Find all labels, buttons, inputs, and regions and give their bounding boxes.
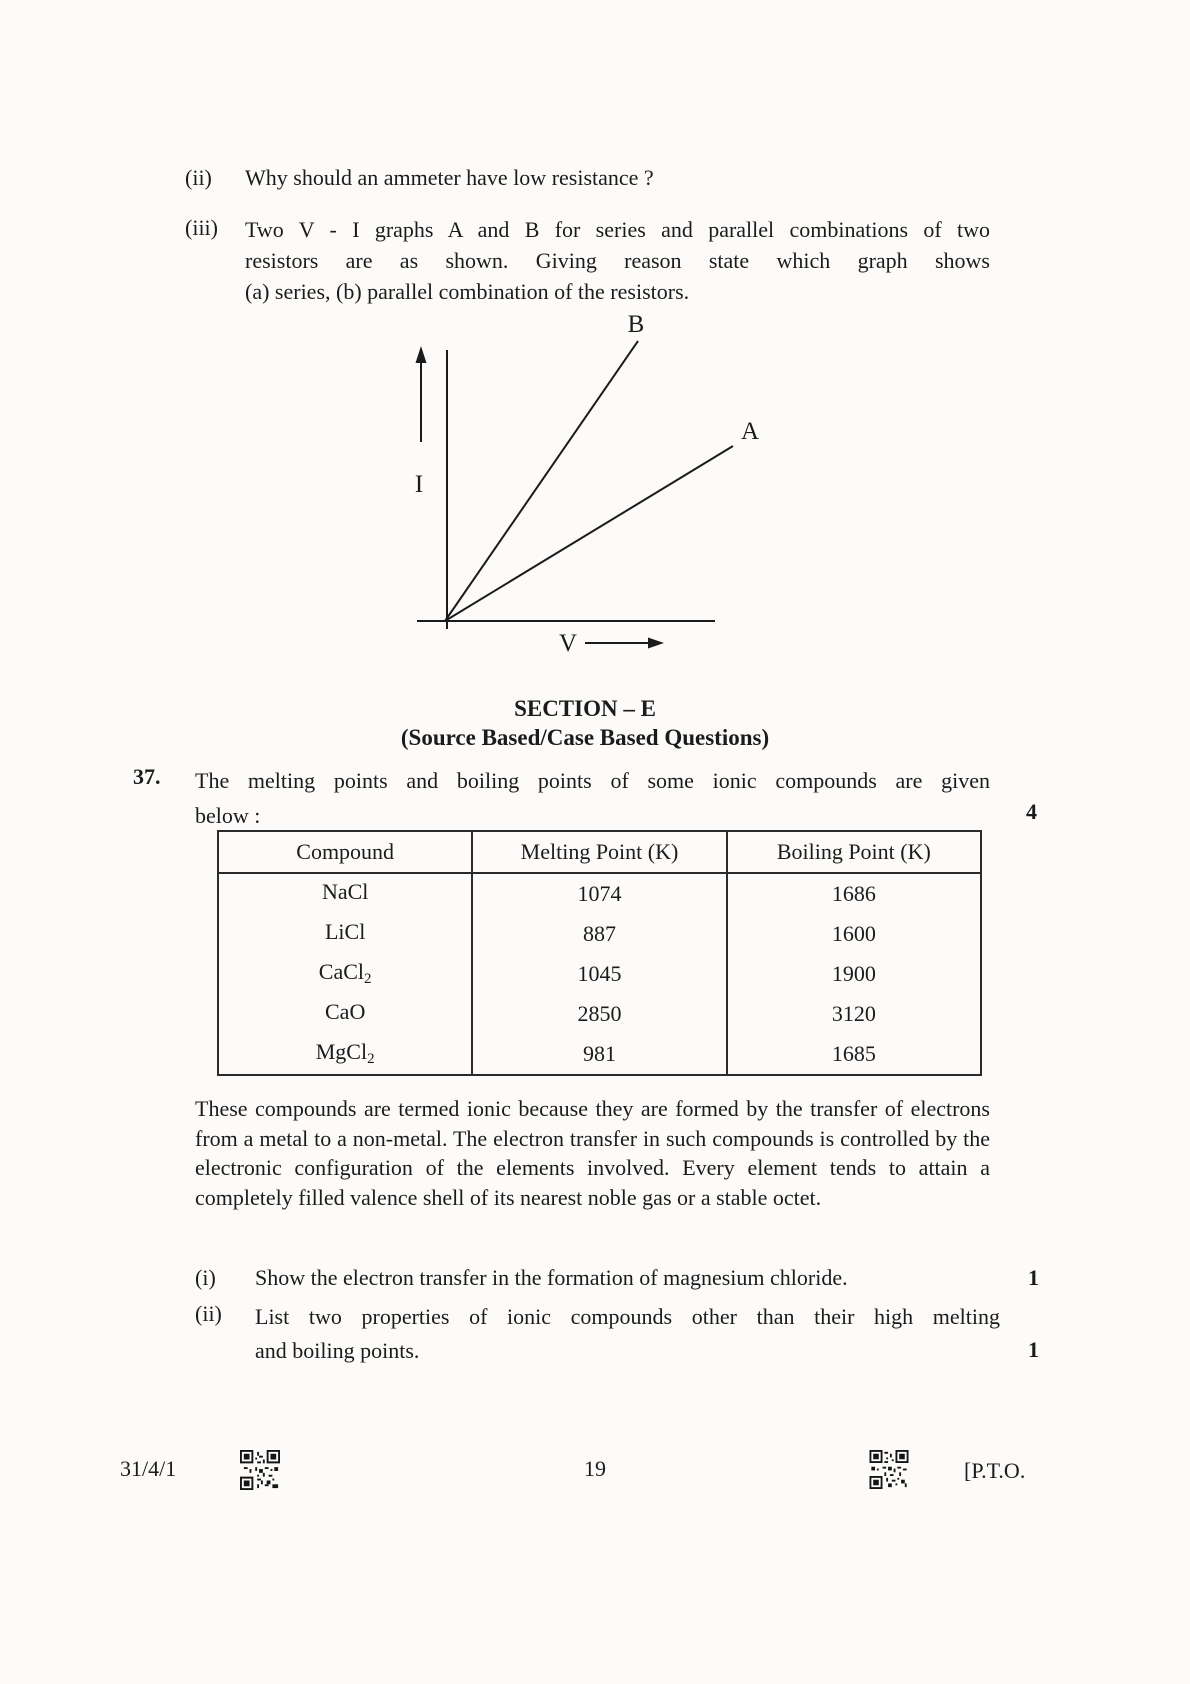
question-item-ii bbox=[185, 164, 990, 193]
line-a bbox=[445, 446, 733, 621]
boiling-cell: 1600 bbox=[727, 914, 981, 954]
compound-formula: MgCl bbox=[315, 1039, 368, 1065]
q37-intro-line-2: below : bbox=[195, 803, 261, 828]
sub-q-ii-line-1: List two properties of ionic compounds other than their high melting bbox=[255, 1304, 1000, 1329]
compounds-table bbox=[217, 830, 982, 1076]
compound-formula: CaCl bbox=[318, 959, 365, 985]
compound-subscript: 2 bbox=[364, 971, 372, 988]
col-header-melting: Melting Point (K) bbox=[472, 831, 726, 873]
q37-marks: 4 bbox=[1026, 799, 1037, 824]
line-b-label: B bbox=[627, 311, 645, 338]
item-iii-line-2: resistors are as shown. Giving reason state which graph shows bbox=[245, 248, 990, 273]
table-row bbox=[218, 914, 981, 954]
y-axis-label: I bbox=[414, 471, 424, 498]
table-row bbox=[218, 994, 981, 1034]
compounds-table-header bbox=[218, 831, 981, 873]
q37-intro-line-1: The melting points and boiling points of some ionic compounds are given bbox=[195, 768, 990, 793]
pto-label: [P.T.O. bbox=[964, 1458, 1026, 1483]
line-a-label: A bbox=[740, 418, 760, 445]
compound-cell bbox=[218, 873, 472, 914]
melting-cell: 1045 bbox=[472, 954, 726, 994]
question-37-number: 37. bbox=[133, 764, 161, 789]
section-subtitle: (Source Based/Case Based Questions) bbox=[400, 725, 770, 750]
line-b bbox=[445, 341, 638, 621]
boiling-cell: 3120 bbox=[727, 994, 981, 1034]
sub-question-ii bbox=[195, 1300, 1000, 1368]
item-ii-text: Why should an ammeter have low resistance ? bbox=[245, 165, 654, 190]
table-row bbox=[218, 873, 981, 914]
compound-cell bbox=[218, 1034, 472, 1075]
x-arrow-head-icon bbox=[648, 638, 664, 649]
boiling-cell: 1686 bbox=[727, 873, 981, 914]
sub-q-i-marks: 1 bbox=[1028, 1265, 1039, 1290]
section-title: SECTION – E bbox=[514, 696, 656, 721]
sub-q-i-text: Show the electron transfer in the formation of magnesium chloride. bbox=[255, 1265, 848, 1290]
compound-cell bbox=[218, 994, 472, 1034]
compound-cell bbox=[218, 954, 472, 994]
boiling-cell: 1685 bbox=[727, 1034, 981, 1075]
compound-cell bbox=[218, 914, 472, 954]
question-37-intro bbox=[195, 763, 990, 833]
compound-subscript: 2 bbox=[367, 1051, 375, 1068]
melting-cell: 981 bbox=[472, 1034, 726, 1075]
melting-cell: 887 bbox=[472, 914, 726, 954]
sub-q-i-label: (i) bbox=[195, 1265, 216, 1290]
table-row bbox=[218, 954, 981, 994]
item-ii-label: (ii) bbox=[185, 165, 212, 190]
qr-code-right bbox=[868, 1450, 910, 1489]
compound-formula: CaO bbox=[325, 999, 366, 1025]
item-iii-line-1: Two V - I graphs A and B for series and parallel combinations of two bbox=[245, 217, 990, 242]
q37-passage: These compounds are termed ionic because they are formed by the transfer of electrons from a metal to a non-metal. The electron transfer in such compounds is controlled by the electronic configuration of the elements involved. Every element tends to attain a completely filled valence shell of its nearest noble gas or a stable octet. bbox=[195, 1096, 990, 1210]
melting-cell: 1074 bbox=[472, 873, 726, 914]
compound-formula: NaCl bbox=[321, 879, 369, 905]
y-arrow-head-icon bbox=[416, 346, 427, 363]
col-header-compound: Compound bbox=[218, 831, 472, 873]
x-axis-label: V bbox=[558, 630, 578, 657]
compound-formula: LiCl bbox=[324, 919, 366, 945]
item-iii-label: (iii) bbox=[185, 215, 218, 240]
sub-q-ii-label: (ii) bbox=[195, 1301, 222, 1326]
paper-code: 31/4/1 bbox=[120, 1456, 177, 1481]
sub-q-ii-marks: 1 bbox=[1028, 1337, 1039, 1362]
sub-q-ii-text bbox=[255, 1300, 1000, 1368]
col-header-boiling: Boiling Point (K) bbox=[727, 831, 981, 873]
melting-cell: 2850 bbox=[472, 994, 726, 1034]
item-iii-line-3: (a) series, (b) parallel combination of the resistors. bbox=[245, 279, 690, 304]
page-number: 19 bbox=[584, 1456, 606, 1481]
boiling-cell: 1900 bbox=[727, 954, 981, 994]
sub-q-ii-line-2: and boiling points. bbox=[255, 1338, 420, 1363]
table-row bbox=[218, 1034, 981, 1075]
vi-graph bbox=[378, 292, 798, 662]
sub-question-i bbox=[195, 1264, 1000, 1293]
